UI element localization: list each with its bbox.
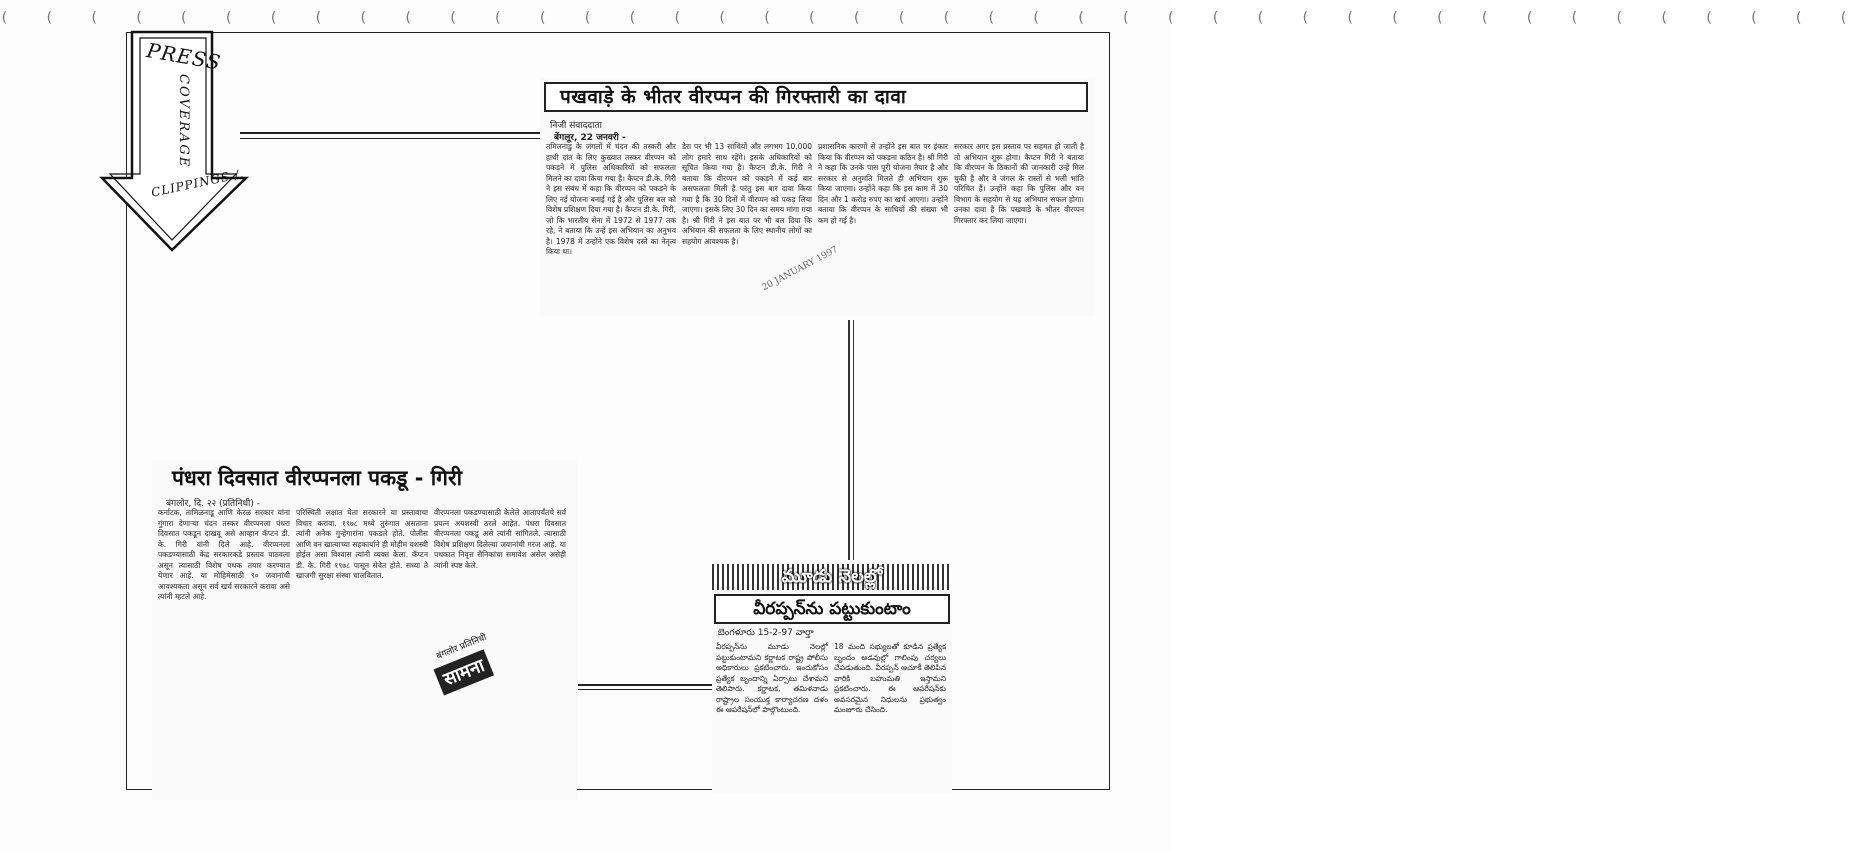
connector-line	[578, 684, 712, 686]
stamp-text: बंगलोर प्रतिनिधी	[435, 632, 489, 662]
telugu-columns	[716, 642, 948, 792]
hindi-column: तमिलनाडु के जंगलों में चंदन की तस्करी और हाथी दांत के लिए कुख्यात तस्कर वीरप्पन को पकड़ने में पुलिस अधिकारियों को सफलता मिलने का दावा किया गया है। कैप्टन डी.के. गिरी ने इस संबंध में कहा कि वीरप्पन को पकड़ने के लिए नई योजना बनाई गई है और पुलिस बल को विशेष प्रशिक्षण दिया गया है। कैप्टन डी.के. गिरी, जो कि भारतीय सेना में 1972 से 1977 तक रहे, ने बताया कि उन्हें इस अभियान का अनुभव है। 1978 में उन्होंने एक विशेष दस्ते का नेतृत्व किया था।	[546, 142, 676, 256]
connector-line	[578, 689, 712, 690]
telugu-column: 18 మంది సభ్యులతో కూడిన ప్రత్యేక బృందం అడవుల్లో గాలింపు చర్యలు చేపడుతుంది. వీరప్పన్ ఆచూకీ తెలిపిన వారికి బహుమతి ఇస్తామని ప్రకటించారు. ఈ ఆపరేషన్‌కు అవసరమైన నిధులను ప్రభుత్వం మంజూరు చేసింది.	[834, 642, 946, 714]
hindi-dateline: बेंगलूर, 22 जनवरी -	[554, 133, 626, 143]
hindi-column: डेरा पर भी 13 साथियों और लगभग 10,000 लोग हमारे साथ रहेंगे। इसके अधिकारियों को सूचित किया गया है। कैप्टन डी.के. गिरी ने बताया कि वीरप्पन को पकड़ने में कई बार असफलता मिली है परंतु इस बार दावा किया गया है कि 30 दिनों में वीरप्पन को पकड़ लिया जाएगा। इसके लिए 30 दिन का समय मांगा गया है। श्री गिरी ने इस बात पर भी बल दिया कि अभियान की सफलता के लिए स्थानीय लोगों का सहयोग आवश्यक है।	[682, 142, 812, 246]
connector-line	[240, 132, 540, 134]
marathi-headline: पंधरा दिवसात वीरप्पनला पकडू - गिरी	[172, 466, 463, 490]
hindi-headline: पखवाड़े के भीतर वीरप्पन की गिरफ्तारी का दावा	[544, 82, 1088, 112]
marathi-column: कर्नाटक, तामिळनाडू आणि केरळ सरकार यांना गुंगारा देणाऱ्या चंदन तस्कर वीरप्पनला पंधरा दिवसात पकडून दाखवू असे आव्हान कॅप्टन डी. के. गिरी यांनी दिले आहे. वीरप्पनला पकडण्यासाठी केंद्र सरकारकडे प्रस्ताव पाठवला असून त्यासाठी विशेष पथक तयार करण्यात येणार आहे. या मोहिमेसाठी ९० जवानांची आवश्यकता असून सर्व खर्च सरकारने करावा असे त्यांनी म्हटले आहे.	[158, 508, 290, 601]
telugu-dateline: బెంగళూరు 15-2-97 వార్తా	[718, 628, 814, 638]
press-label: PRESS	[144, 38, 224, 75]
telugu-headline-main: వీరప్పన్‌ను పట్టుకుంటాం	[714, 594, 950, 624]
telugu-headline-top: మూడు నెలల్లో	[712, 564, 952, 590]
telugu-clipping	[712, 562, 952, 794]
connector-line	[853, 320, 854, 560]
hindi-clipping	[540, 78, 1095, 316]
hindi-columns	[546, 142, 1091, 312]
marathi-dateline: बंगलोर, दि. २२ (प्रतिनिधी) -	[166, 499, 260, 509]
connector-line	[240, 138, 540, 139]
date-stamp: 20 JANUARY 1997	[760, 244, 840, 294]
telugu-column: వీరప్పన్‌ను మూడు నెలల్లో పట్టుకుంటామని కర్ణాటక రాష్ట్ర పోలీసు అధికారులు ప్రకటించారు. ఇందుకోసం ప్రత్యేక బృందాన్ని ఏర్పాటు చేశామని తెలిపారు. కర్ణాటక, తమిళనాడు రాష్ట్రాల సంయుక్త కార్యాచరణ దళం ఈ ఆపరేషన్‌లో పాల్గొంటుంది.	[716, 642, 828, 714]
clippings-label: CLIPPINGS /.	[150, 166, 246, 200]
marathi-column: परिस्थिती लक्षात घेता सरकारने या प्रस्तावाचा विचार करावा. १९७८ मध्ये तुरुंगात असताना त्यांनी अनेक गुन्हेगारांना पकडले होते. पोलीस आणि वन खात्याच्या सहकार्याने ही मोहीम यशस्वी होईल असा विश्वास त्यांनी व्यक्त केला. कॅप्टन डी. के. गिरी १९७८ पासून सेवेत होते. सध्या ते खाजगी सुरक्षा संस्था चालवितात.	[296, 508, 428, 580]
hindi-column: प्रशासनिक कारणों से उन्होंने इस बात पर इंकार किया कि वीरप्पन को पकड़ना कठिन है। श्री गिरी ने कहा कि उनके पास पूरी योजना तैयार है और सरकार से अनुमति मिलते ही अभियान शुरू किया जाएगा। उन्होंने कहा कि इस काम में 30 दिन और 1 करोड़ रुपए का खर्च आएगा। उन्होंने बताया कि वीरप्पन के साथियों की संख्या भी कम हो गई है।	[818, 142, 948, 225]
newspaper-logo: सामना	[434, 649, 495, 695]
hindi-byline: निजी संवाददाता	[550, 121, 602, 131]
perforation-marks: ( ( ( ( ( ( ( ( ( ( ( ( ( ( ( ( ( ( ( ( ( ( ( ( ( ( ( ( ( ( ( ( ( ( ( ( ( ( ( ( ( (	[0, 10, 1862, 26]
hindi-column: सरकार अगर इस प्रस्ताव पर सहमत हो जाती है तो अभियान शुरू होगा। कैप्टन गिरी ने बताया कि वीरप्पन के ठिकानों की जानकारी उन्हें मिल चुकी है और वे जंगल के रास्तों से भली भांति परिचित हैं। उन्होंने कहा कि पुलिस और वन विभाग के सहयोग से यह अभियान सफल होगा। उनका दावा है कि पखवाड़े के भीतर वीरप्पन गिरफ्तार कर लिया जाएगा।	[954, 142, 1084, 225]
coverage-label: COVERAGE	[176, 74, 191, 169]
marathi-column: वीरप्पनला पकडण्यासाठी केलेले आतापर्यंतचे सर्व प्रयत्न अयशस्वी ठरले आहेत. पंधरा दिवसात वीरप्पनला पकडू असे त्यांनी सांगितले. त्यासाठी विशेष प्रशिक्षण दिलेल्या जवानांची गरज आहे. या पथकात निवृत्त सैनिकांचा समावेश असेल असेही त्यांनी स्पष्ट केले.	[434, 508, 566, 570]
marathi-clipping	[152, 460, 577, 800]
connector-line	[848, 320, 850, 560]
